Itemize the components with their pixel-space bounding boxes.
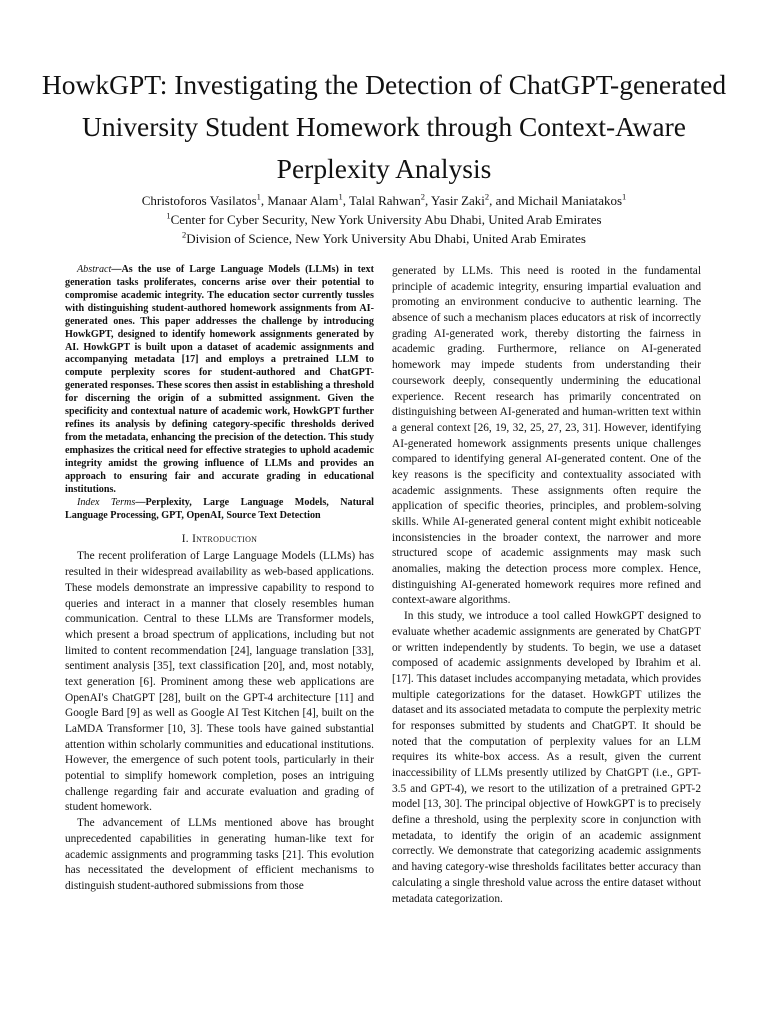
author-affiliation-mark: 1 [256,191,261,202]
right-column [392,264,701,907]
author-name: Talal Rahwan [349,193,421,208]
section-heading [65,531,374,547]
abstract-label: Abstract [77,264,112,275]
author-affiliation-mark: 1 [622,191,627,202]
author-block [40,191,728,248]
paper-title: HowkGPT: Investigating the Detection of ChatGPT-generated University Student Homework through Context-Aware Perplexity Analysis [41,69,727,184]
body-paragraph: generated by LLMs. This need is rooted in the fundamental principle of academic integrity, ensuring impartial evaluation and promoting an environment conducive to authentic learning. The absence of such a mechanism places educators at risk of incorrectly grading AI-generated work, thereby distorting the fairness in academic grading. Furthermore, reliance on AI-generated homework may impede students from understanding their coursework deeply, consequently undermining the educational experience. Recent research has primarily concentrated on distinguishing between AI-generated and human-written text within a general context [26, 19, 32, 25, 27, 23, 31]. However, identifying AI-generated homework assignments presents unique challenges compared to identifying general AI-generated content. One of the key reasons is the specificity and contextuality associated with academic assignments. These assignments often require the application of specific theories, principles, and problem-solving skills. While AI-generated general content might exhibit noticeable inconsistencies in the broader context, the narrower and more structured scope of academic assignments may mask such anomalies, making the detection process more complex. Hence, distinguishing AI-generated homework requires more refined and context-aware algorithms. [392,265,701,607]
abstract: Abstract—As the use of Large Language Models (LLMs) in text generation tasks proliferates, concerns arise over their potential to compromise academic integrity. The education sector currently tussles with distinguishing student-authored homework assignments from AI-generated ones. This paper addresses the challenge by introducing HowkGPT, designed to identify homework assignments generated by AI. HowkGPT is built upon a dataset of academic assignments and accompanying metadata [17] and employs a pretrained LLM to compute perplexity scores for student-authored and ChatGPT-generated responses. These scores then assist in establishing a threshold for discerning the origin of a submitted assignment. Given the specificity and contextual nature of academic work, HowkGPT further refines its analysis by defining category-specific thresholds derived from the metadata, enhancing the precision of the detection. This study emphasizes the critical need for effective strategies to uphold academic integrity amidst the growing influence of LLMs and provides an approach to ensuring fair and accurate grading in educational institutions. [65,264,374,495]
index-terms-label: Index Terms [77,496,136,508]
body-paragraph: The recent proliferation of Large Language Models (LLMs) has resulted in their widespread availability as web-based applications. These models demonstrate an impressive capability to respond to queries and interact in a manner that closely resembles human communication. Central to these LLMs are Transformer models, which present a broad spectrum of applications, including but not limited to content recommendation [24], language translation [33], sentiment analysis [35], text classification [20], and, most notably, text generation [6]. Prominent among these web applications are OpenAI's ChatGPT [28], built on the GPT-4 architecture [11] and Google Bard [9] as well as Google AI Test Kitchen [4], built on the LaMDA Transformer [10, 3]. These tools have gained substantial attention within scholarly communities and educational institutions. However, the emergence of such potent tools, particularly in their potential to simplify homework completion, poses an intriguing challenge regarding fair and accurate evaluation and grading of student homework. [65,550,374,814]
body-paragraph: In this study, we introduce a tool called HowkGPT designed to evaluate whether academic assignments are generated by ChatGPT or written independently by students. To begin, we use a dataset composed of academic assignments developed by Ibrahim et al. [17]. This dataset includes accompanying metadata, which provides multiple categorizations for the dataset. HowkGPT utilizes the dataset and its associated metadata to compute the perplexity metric for responses submitted by students and ChatGPT. It should be noted that the computation of perplexity values for an LLM requires its white-box access. As a result, given the current inaccessibility of LLMs presently utilized by ChatGPT (i.e., GPT-3.5 and GPT-4), we resort to the utilization of a pretrained GPT-2 model [13, 30]. The principal objective of HowkGPT is to precisely define a threshold, using the perplexity score in conjunction with metadata, to identify the origin of an academic assignment correctly. We demonstrate that categorizing academic assignments and having category-wise thresholds facilitates better accuracy than calculating a single threshold value across the entire dataset without metadata categorization. [392,610,701,905]
author-affiliation-mark: 2 [484,191,490,202]
index-terms: Index Terms—Perplexity, Large Language Models, Natural Language Processing, GPT, OpenAI, Source Text Detection [65,496,374,521]
author-affiliation-mark: 2 [420,191,425,202]
section-number: I. [181,533,189,546]
index-terms-text: Perplexity, Large Language Models, Natural Language Processing, GPT, OpenAI, Source Text Detection [65,496,374,521]
author-list: Christoforos Vasilatos$^1$, Manaar Alam$^1$, Talal Rahwan$^2$, Yasir Zaki$^2$, and Michail Maniatakos$^1$ [141,191,627,208]
affiliation-2: $^2$Division of Science, New York University Abu Dhabi, United Arab Emirates [182,229,586,246]
affiliation-1: $^1$Center for Cyber Security, New York University Abu Dhabi, United Arab Emirates [166,210,602,227]
author-name: Manaar Alam [267,193,339,208]
author-name: Yasir Zaki [430,193,485,208]
author-name: Christoforos Vasilatos [141,193,257,208]
abstract-text: As the use of Large Language Models (LLMs) in text generation tasks proliferates, concerns arise over their potential to compromise academic integrity. The education sector currently tussles with distinguishing student-authored homework assignments from AI-generated ones. This paper addresses the challenge by introducing HowkGPT, designed to identify homework assignments generated by AI. HowkGPT is built upon a dataset of academic assignments and accompanying metadata [17] and employs a pretrained LLM to compute perplexity scores for student-authored and ChatGPT-generated responses. These scores then assist in establishing a threshold for discerning the origin of a submitted assignment. Given the specificity and contextual nature of academic work, HowkGPT further refines its analysis by defining category-specific thresholds derived from the metadata, enhancing the precision of the detection. This study emphasizes the critical need for effective strategies to uphold academic integrity amidst the growing influence of LLMs and provides an approach to ensuring fair and accurate grading in educational institutions. [65,264,374,495]
body-paragraph: The advancement of LLMs mentioned above has brought unprecedented capabilities in generating human-like text for academic assignments and programming tasks [21]. This evolution has necessitated the development of efficient mechanisms to distinguish student-authored submissions from those [65,817,374,892]
author-affiliation-mark: 1 [338,191,343,202]
section-title: Introduction [192,533,258,546]
left-column [65,264,374,895]
author-name: Michail Maniatakos [517,193,623,208]
